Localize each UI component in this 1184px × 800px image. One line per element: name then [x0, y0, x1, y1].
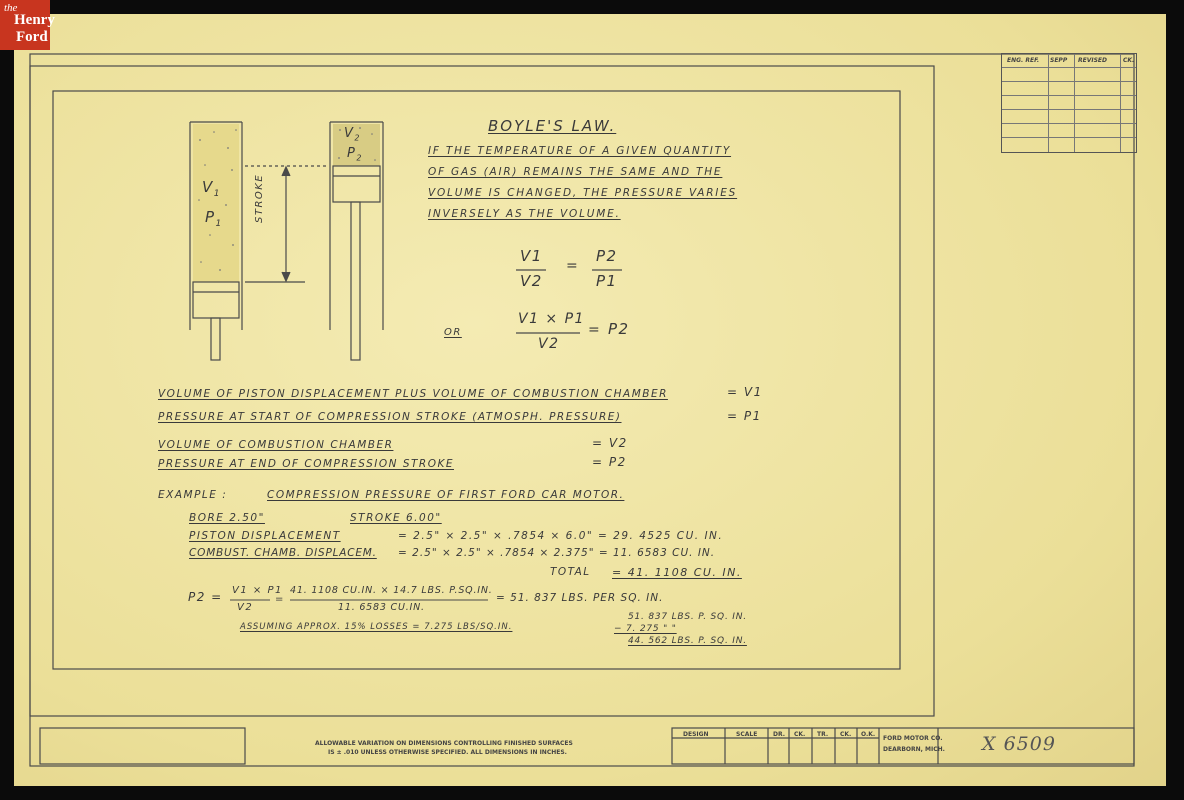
final-subtract-b: − 7. 275 " " — [614, 624, 677, 634]
statement-line-4: INVERSELY AS THE VOLUME. — [428, 208, 621, 220]
bottom-strip-left-box — [40, 728, 245, 764]
final-result: = 51. 837 LBS. PER SQ. IN. — [496, 592, 664, 604]
final-denominator-2: 11. 6583 CU.IN. — [338, 602, 425, 613]
combustion-displacement-calc: = 2.5" × 2.5" × .7854 × 2.375" = 11. 6583 CU. IN. — [398, 547, 716, 559]
formula2-result: P2 — [608, 320, 630, 338]
right-rod — [351, 202, 360, 360]
tb-header-revised: REVISED — [1078, 57, 1107, 64]
statement-line-2: OF GAS (AIR) REMAINS THE SAME AND THE — [428, 166, 723, 178]
final-equals: = — [275, 594, 285, 605]
logo-line-3: Ford — [16, 29, 48, 45]
example-stroke: STROKE 6.00" — [350, 512, 442, 524]
left-rod — [211, 318, 220, 360]
cell-dr: DR. — [773, 731, 785, 738]
tb-header-eng-ref: ENG. REF. — [1007, 57, 1040, 64]
formula1-equals: = — [566, 258, 580, 274]
definition-1-label: VOLUME OF PISTON DISPLACEMENT PLUS VOLUME OF COMBUSTION CHAMBER — [158, 388, 668, 400]
piston-displacement-calc: = 2.5" × 2.5" × .7854 × 6.0" = 29. 4525 CU. IN. — [398, 530, 724, 542]
formula1-v2: V2 — [520, 272, 543, 290]
final-frac-numerator: V1 × P1 — [232, 585, 283, 596]
revision-title-block — [1001, 53, 1137, 153]
left-piston — [193, 282, 239, 318]
stroke-label: STROKE — [254, 173, 265, 223]
final-subtract-result: 44. 562 LBS. P. SQ. IN. — [628, 636, 747, 646]
definition-3-label: VOLUME OF COMBUSTION CHAMBER — [158, 439, 394, 451]
logo-line-1: the — [4, 2, 18, 14]
tb-header-sepp: SEPP — [1050, 57, 1068, 64]
final-p2: P2 = — [188, 590, 223, 604]
logo-line-2: Henry — [14, 12, 55, 28]
definition-2-value: = P1 — [727, 409, 762, 423]
company-location: DEARBORN, MICH. — [883, 746, 945, 753]
example-subject: COMPRESSION PRESSURE OF FIRST FORD CAR MOTOR. — [267, 489, 625, 501]
formula2-denominator: V2 — [538, 336, 560, 352]
definition-3-value: = V2 — [592, 436, 628, 450]
final-subtract-a: 51. 837 LBS. P. SQ. IN. — [628, 612, 747, 622]
right-p-label: $P_2$ — [347, 146, 363, 163]
formula2-numerator: V1 × P1 — [518, 311, 585, 327]
tolerance-note-line-1: ALLOWABLE VARIATION ON DIMENSIONS CONTROLLING FINISHED SURFACES — [315, 740, 573, 747]
henry-ford-logo — [0, 0, 55, 50]
cell-tr: TR. — [817, 731, 829, 738]
right-piston — [333, 166, 380, 202]
cell-design: DESIGN — [683, 731, 709, 738]
page-title: BOYLE'S LAW. — [488, 117, 617, 135]
definition-4-label: PRESSURE AT END OF COMPRESSION STROKE — [158, 458, 454, 470]
cell-ck-2: CK. — [840, 731, 852, 738]
total-value: = 41. 1108 CU. IN. — [612, 566, 742, 579]
right-v-label: $V_2$ — [344, 126, 361, 143]
definition-4-value: = P2 — [592, 455, 627, 469]
formula2-or: OR — [444, 327, 462, 338]
tolerance-note-line-2: IS ± .010 UNLESS OTHERWISE SPECIFIED. ALL DIMENSIONS IN INCHES. — [328, 749, 567, 756]
left-v-label: $V_1$ — [202, 178, 221, 199]
formula2-equals: = — [588, 322, 602, 338]
example-bore: BORE 2.50" — [189, 512, 265, 524]
piston-displacement-label: PISTON DISPLACEMENT — [189, 530, 341, 542]
statement-line-1: IF THE TEMPERATURE OF A GIVEN QUANTITY — [428, 145, 732, 157]
final-assumption: ASSUMING APPROX. 15% LOSSES = 7.275 LBS/SQ.IN. — [240, 622, 513, 632]
formula1-p1: P1 — [596, 272, 618, 290]
definition-2-label: PRESSURE AT START OF COMPRESSION STROKE (ATMOSPH. PRESSURE) — [158, 411, 622, 423]
final-frac-denominator: V2 — [237, 602, 254, 613]
left-p-label: $P_1$ — [205, 208, 223, 229]
formula1-v1: V1 — [520, 247, 543, 265]
tb-header-ck: CK. — [1123, 57, 1135, 64]
statement-line-3: VOLUME IS CHANGED, THE PRESSURE VARIES — [428, 187, 738, 199]
drawing-number: X 6509 — [982, 733, 1056, 755]
cell-ok: O.K. — [861, 731, 876, 738]
cell-ck-1: CK. — [794, 731, 806, 738]
definition-1-value: = V1 — [727, 385, 763, 399]
total-label: TOTAL — [550, 566, 591, 578]
left-gas-volume — [193, 124, 239, 282]
cell-scale: SCALE — [736, 731, 758, 738]
combustion-displacement-label: COMBUST. CHAMB. DISPLACEM. — [189, 547, 377, 559]
company-name: FORD MOTOR CO. — [883, 735, 943, 742]
final-numerator-2: 41. 1108 CU.IN. × 14.7 LBS. P.SQ.IN. — [290, 585, 493, 596]
formula1-p2: P2 — [596, 247, 618, 265]
example-heading: EXAMPLE : — [158, 489, 228, 501]
